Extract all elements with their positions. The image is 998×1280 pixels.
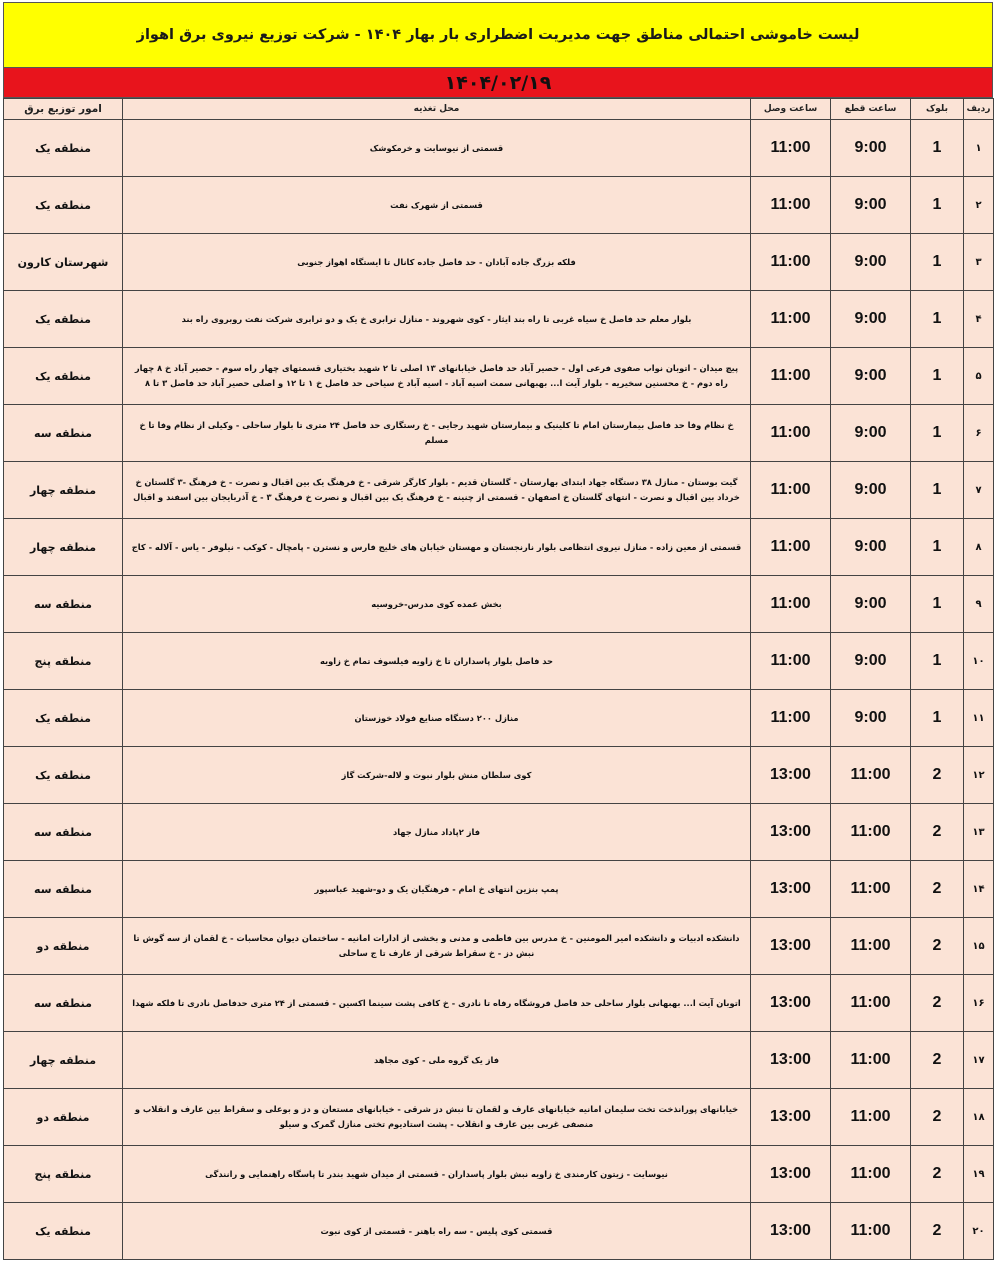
cut-time-cell: 9:00 bbox=[831, 462, 911, 519]
row-number-cell: ۹ bbox=[964, 576, 994, 633]
outage-table bbox=[3, 98, 994, 1260]
header-location: محل تغذیه bbox=[123, 99, 751, 120]
row-number-cell: ۲ bbox=[964, 177, 994, 234]
header-cut-time: ساعت قطع bbox=[831, 99, 911, 120]
cut-time-cell: 9:00 bbox=[831, 234, 911, 291]
row-number-cell: ۱۲ bbox=[964, 747, 994, 804]
connect-time-cell: 13:00 bbox=[751, 1146, 831, 1203]
cut-time-cell: 11:00 bbox=[831, 1146, 911, 1203]
row-number-cell: ۱۸ bbox=[964, 1089, 994, 1146]
table-row bbox=[4, 1089, 994, 1146]
location-cell: نیوسایت - زیتون کارمندی خ زاویه نبش بلوار پاسداران - قسمتی از میدان شهید بندر تا پاسگاه راهنمایی و رانندگی bbox=[123, 1146, 751, 1203]
connect-time-cell: 11:00 bbox=[751, 462, 831, 519]
table-row bbox=[4, 1146, 994, 1203]
district-cell: منطقه پنج bbox=[4, 633, 123, 690]
block-cell: 1 bbox=[911, 291, 964, 348]
location-cell: حد فاصل بلوار پاسداران تا خ زاویه فیلسوف تمام خ زاویه bbox=[123, 633, 751, 690]
block-cell: 1 bbox=[911, 120, 964, 177]
district-cell: منطقه یک bbox=[4, 690, 123, 747]
connect-time-cell: 11:00 bbox=[751, 120, 831, 177]
block-cell: 2 bbox=[911, 975, 964, 1032]
connect-time-cell: 13:00 bbox=[751, 918, 831, 975]
header-connect-time: ساعت وصل bbox=[751, 99, 831, 120]
table-header-row bbox=[4, 99, 994, 120]
connect-time-cell: 11:00 bbox=[751, 177, 831, 234]
block-cell: 2 bbox=[911, 804, 964, 861]
block-cell: 2 bbox=[911, 747, 964, 804]
cut-time-cell: 11:00 bbox=[831, 1203, 911, 1260]
cut-time-cell: 9:00 bbox=[831, 348, 911, 405]
block-cell: 1 bbox=[911, 348, 964, 405]
cut-time-cell: 9:00 bbox=[831, 690, 911, 747]
cut-time-cell: 11:00 bbox=[831, 1089, 911, 1146]
table-body bbox=[4, 120, 994, 1260]
row-number-cell: ۸ bbox=[964, 519, 994, 576]
table-row bbox=[4, 1032, 994, 1089]
cut-time-cell: 11:00 bbox=[831, 918, 911, 975]
header-block: بلوک bbox=[911, 99, 964, 120]
block-cell: 2 bbox=[911, 1032, 964, 1089]
block-cell: 1 bbox=[911, 519, 964, 576]
cut-time-cell: 9:00 bbox=[831, 576, 911, 633]
table-row bbox=[4, 747, 994, 804]
district-cell: منطقه سه bbox=[4, 861, 123, 918]
block-cell: 2 bbox=[911, 918, 964, 975]
district-cell: منطقه یک bbox=[4, 120, 123, 177]
connect-time-cell: 11:00 bbox=[751, 291, 831, 348]
connect-time-cell: 13:00 bbox=[751, 1089, 831, 1146]
row-number-cell: ۳ bbox=[964, 234, 994, 291]
district-cell: منطقه یک bbox=[4, 1203, 123, 1260]
cut-time-cell: 11:00 bbox=[831, 747, 911, 804]
cut-time-cell: 9:00 bbox=[831, 405, 911, 462]
connect-time-cell: 11:00 bbox=[751, 690, 831, 747]
block-cell: 1 bbox=[911, 462, 964, 519]
connect-time-cell: 11:00 bbox=[751, 576, 831, 633]
table-row bbox=[4, 861, 994, 918]
table-row bbox=[4, 918, 994, 975]
row-number-cell: ۱ bbox=[964, 120, 994, 177]
cut-time-cell: 9:00 bbox=[831, 291, 911, 348]
cut-time-cell: 11:00 bbox=[831, 804, 911, 861]
table-row bbox=[4, 405, 994, 462]
connect-time-cell: 13:00 bbox=[751, 861, 831, 918]
header-row-no: ردیف bbox=[964, 99, 994, 120]
table-row bbox=[4, 519, 994, 576]
district-cell: منطقه یک bbox=[4, 291, 123, 348]
outage-schedule-sheet bbox=[3, 2, 993, 1260]
table-row bbox=[4, 1203, 994, 1260]
connect-time-cell: 11:00 bbox=[751, 348, 831, 405]
date-banner: ۱۴۰۴/۰۲/۱۹ bbox=[3, 68, 993, 98]
table-row bbox=[4, 804, 994, 861]
row-number-cell: ۱۹ bbox=[964, 1146, 994, 1203]
location-cell: بخش عمده کوی مدرس-خروسیه bbox=[123, 576, 751, 633]
district-cell: منطقه چهار bbox=[4, 462, 123, 519]
row-number-cell: ۵ bbox=[964, 348, 994, 405]
district-cell: منطقه دو bbox=[4, 1089, 123, 1146]
block-cell: 2 bbox=[911, 861, 964, 918]
table-row bbox=[4, 975, 994, 1032]
connect-time-cell: 11:00 bbox=[751, 234, 831, 291]
location-cell: قسمتی کوی پلیس - سه راه باهنر - قسمتی از کوی نبوت bbox=[123, 1203, 751, 1260]
block-cell: 2 bbox=[911, 1203, 964, 1260]
table-row bbox=[4, 462, 994, 519]
district-cell: منطقه پنج bbox=[4, 1146, 123, 1203]
block-cell: 1 bbox=[911, 576, 964, 633]
block-cell: 1 bbox=[911, 234, 964, 291]
location-cell: قسمتی از معین زاده - منازل نیروی انتظامی بلوار نارنجستان و مهستان خیابان های خلیج فارس و نسترن - پامچال - کوکب - نیلوفر - یاس - آلاله - کاج bbox=[123, 519, 751, 576]
connect-time-cell: 11:00 bbox=[751, 633, 831, 690]
location-cell: کوی سلطان منش بلوار نبوت و لاله-شرکت گاز bbox=[123, 747, 751, 804]
location-cell: پمپ بنزین انتهای خ امام - فرهنگیان یک و دو-شهید عباسپور bbox=[123, 861, 751, 918]
location-cell: اتوبان آیت ا... بهبهانی بلوار ساحلی حد فاصل فروشگاه رفاه تا نادری - خ کافی پشت سینما اکسین - قسمتی از ۲۴ متری حدفاصل نادری تا فلکه شهدا bbox=[123, 975, 751, 1032]
district-cell: منطقه دو bbox=[4, 918, 123, 975]
connect-time-cell: 13:00 bbox=[751, 747, 831, 804]
location-cell: بلوار معلم حد فاصل خ سیاه غربی تا راه بند ایثار - کوی شهروند - منازل ترابری خ یک و دو ترابری شرکت نفت روبروی راه بند bbox=[123, 291, 751, 348]
location-cell: خیابانهای پورانذخت تخت سلیمان امانیه خیابانهای عارف و لقمان تا نبش دز شرقی - خیابانهای مستعان و دز و بوعلی و سقراط بین عارف و انقلاب و منصفی غربی بین عارف و انقلاب - پشت استادیوم تختی منازل گمرک و سیلو bbox=[123, 1089, 751, 1146]
row-number-cell: ۱۰ bbox=[964, 633, 994, 690]
cut-time-cell: 11:00 bbox=[831, 861, 911, 918]
block-cell: 1 bbox=[911, 633, 964, 690]
row-number-cell: ۲۰ bbox=[964, 1203, 994, 1260]
connect-time-cell: 13:00 bbox=[751, 1032, 831, 1089]
row-number-cell: ۱۶ bbox=[964, 975, 994, 1032]
connect-time-cell: 11:00 bbox=[751, 519, 831, 576]
row-number-cell: ۱۴ bbox=[964, 861, 994, 918]
block-cell: 2 bbox=[911, 1146, 964, 1203]
district-cell: منطقه چهار bbox=[4, 1032, 123, 1089]
district-cell: منطقه یک bbox=[4, 348, 123, 405]
location-cell: فلکه بزرگ جاده آبادان - حد فاصل جاده کانال تا ایستگاه اهواز جنوبی bbox=[123, 234, 751, 291]
table-row bbox=[4, 348, 994, 405]
row-number-cell: ۱۱ bbox=[964, 690, 994, 747]
table-row bbox=[4, 633, 994, 690]
location-cell: دانشکده ادبیات و دانشکده امیر المومنین - خ مدرس بین فاطمی و مدنی و بخشی از ادارات امانیه - ساختمان دیوان محاسبات - خ لقمان از سه گوش تا نبش دز - خ سقراط شرقی از عارف تا ج ساحلی bbox=[123, 918, 751, 975]
block-cell: 2 bbox=[911, 1089, 964, 1146]
district-cell: منطقه یک bbox=[4, 177, 123, 234]
row-number-cell: ۷ bbox=[964, 462, 994, 519]
table-row bbox=[4, 234, 994, 291]
cut-time-cell: 9:00 bbox=[831, 633, 911, 690]
cut-time-cell: 9:00 bbox=[831, 519, 911, 576]
district-cell: منطقه سه bbox=[4, 405, 123, 462]
document-title: لیست خاموشی احتمالی مناطق جهت مدیریت اضطراری بار بهار ۱۴۰۴ - شرکت توزیع نیروی برق اهواز bbox=[3, 2, 993, 68]
row-number-cell: ۱۵ bbox=[964, 918, 994, 975]
table-row bbox=[4, 177, 994, 234]
row-number-cell: ۱۳ bbox=[964, 804, 994, 861]
table-row bbox=[4, 291, 994, 348]
block-cell: 1 bbox=[911, 405, 964, 462]
location-cell: قسمتی از نیوسایت و خرمکوشک bbox=[123, 120, 751, 177]
table-row bbox=[4, 120, 994, 177]
cut-time-cell: 11:00 bbox=[831, 975, 911, 1032]
connect-time-cell: 13:00 bbox=[751, 975, 831, 1032]
table-row bbox=[4, 690, 994, 747]
cut-time-cell: 9:00 bbox=[831, 120, 911, 177]
location-cell: پیچ میدان - اتوبان نواب صفوی فرعی اول - حصیر آباد حد فاصل خیابانهای ۱۳ اصلی تا ۲ شهید بختیاری قسمتهای چهار راه سوم - حصیر آباد خ ۸ چهار راه دوم - خ محسنین سخیریه - بلوار آیت ا... بهبهانی سمت اسیه آباد - اسیه آباد خ سیاحی حد فاصل خ ۱ تا ۱۲ و اصلی حصیر آباد حد فاصل ۳ تا ۸ bbox=[123, 348, 751, 405]
location-cell: خ نظام وفا حد فاصل بیمارستان امام تا کلینیک و بیمارستان شهید رجایی - خ رستگاری حد فاصل ۲۴ متری تا بلوار ساحلی - وکیلی از نظام وفا تا خ مسلم bbox=[123, 405, 751, 462]
row-number-cell: ۴ bbox=[964, 291, 994, 348]
connect-time-cell: 13:00 bbox=[751, 1203, 831, 1260]
location-cell: گیت بوستان - منازل ۳۸ دستگاه جهاد ابتدای بهارستان - گلستان قدیم - بلوار کارگر شرقی - خ فرهنگ یک بین اقبال و نصرت - خ فرهنگ -۳ گلستان خ خرداد بین اقبال و نصرت - انتهای گلستان خ اصفهان - قسمتی از چنینه - خ فرهنگ یک بین اقبال و نصرت خ فرهنگ ۳ - خ آذربایجان بین اسفند و اقبال bbox=[123, 462, 751, 519]
location-cell: فاز ۲پاداد منازل جهاد bbox=[123, 804, 751, 861]
connect-time-cell: 13:00 bbox=[751, 804, 831, 861]
location-cell: منازل ۲۰۰ دستگاه صنایع فولاد خوزستان bbox=[123, 690, 751, 747]
district-cell: منطقه یک bbox=[4, 747, 123, 804]
block-cell: 1 bbox=[911, 690, 964, 747]
row-number-cell: ۶ bbox=[964, 405, 994, 462]
district-cell: منطقه چهار bbox=[4, 519, 123, 576]
connect-time-cell: 11:00 bbox=[751, 405, 831, 462]
cut-time-cell: 11:00 bbox=[831, 1032, 911, 1089]
district-cell: منطقه سه bbox=[4, 804, 123, 861]
header-district: امور توزیع برق bbox=[4, 99, 123, 120]
cut-time-cell: 9:00 bbox=[831, 177, 911, 234]
block-cell: 1 bbox=[911, 177, 964, 234]
table-row bbox=[4, 576, 994, 633]
district-cell: شهرستان کارون bbox=[4, 234, 123, 291]
row-number-cell: ۱۷ bbox=[964, 1032, 994, 1089]
location-cell: قسمتی از شهرک نفت bbox=[123, 177, 751, 234]
district-cell: منطقه سه bbox=[4, 975, 123, 1032]
location-cell: فاز یک گروه ملی - کوی مجاهد bbox=[123, 1032, 751, 1089]
district-cell: منطقه سه bbox=[4, 576, 123, 633]
